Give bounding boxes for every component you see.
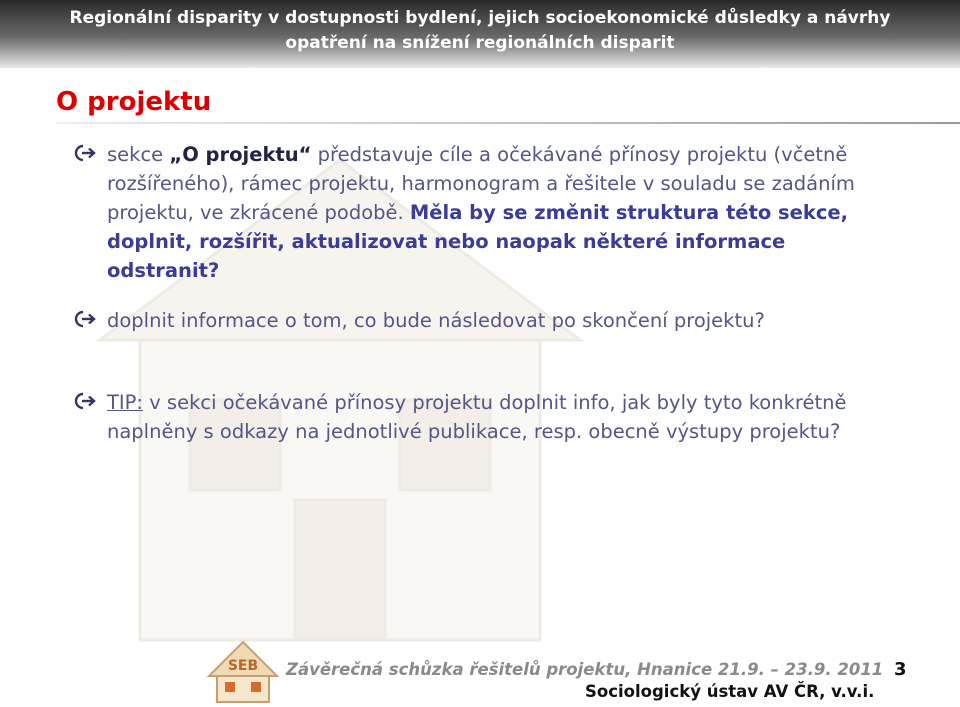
- page-number: 3: [894, 659, 907, 680]
- curved-arrow-icon: [74, 390, 96, 412]
- bullet-text-question: Měla by se změnit struktura této sekce, doplnit, rozšířit, aktualizovat nebo naopak některé informace odstranit?: [107, 201, 849, 282]
- curved-arrow-icon: [74, 308, 96, 330]
- bullet-item: [107, 306, 897, 335]
- footer-event: Závěrečná schůzka řešitelů projektu, Hnanice 21.9. – 23.9. 2011: [286, 660, 884, 679]
- seb-logo: [205, 634, 281, 704]
- bullet-text: v sekci očekávané přínosy projektu doplnit info, jak byly tyto konkrétně naplněny s odkazy na jednotlivé publikace, resp. obecně výstupy projektu?: [107, 391, 847, 443]
- title-divider: [56, 122, 960, 124]
- header-title-line2: opatření na snížení regionálních disparit: [285, 33, 675, 53]
- curved-arrow-icon: [74, 142, 96, 164]
- slide-title: O projektu: [56, 87, 212, 117]
- header-bar: [0, 0, 960, 68]
- tip-label: TIP:: [107, 391, 143, 414]
- seb-logo-text: SEB: [227, 658, 259, 674]
- footer-institute: Sociologický ústav AV ČR, v.v.i.: [585, 682, 875, 701]
- bullet-text-section-name: „O projektu“: [169, 143, 312, 166]
- bullet-text-intro: sekce: [107, 143, 170, 166]
- header-title-line1: Regionální disparity v dostupnosti bydlení, jejich socioekonomické důsledky a návrhy: [69, 8, 891, 28]
- bullet-item: [107, 140, 897, 285]
- bullet-text: doplnit informace o tom, co bude následovat po skončení projektu?: [107, 309, 765, 332]
- bullet-item: [107, 388, 897, 446]
- bullet-text-description: představuje cíle a očekávané přínosy projektu (včetně rozšířeného), rámec projektu, harmonogram a řešitele v souladu se zadáním projektu, ve zkrácené podobě.: [107, 143, 855, 224]
